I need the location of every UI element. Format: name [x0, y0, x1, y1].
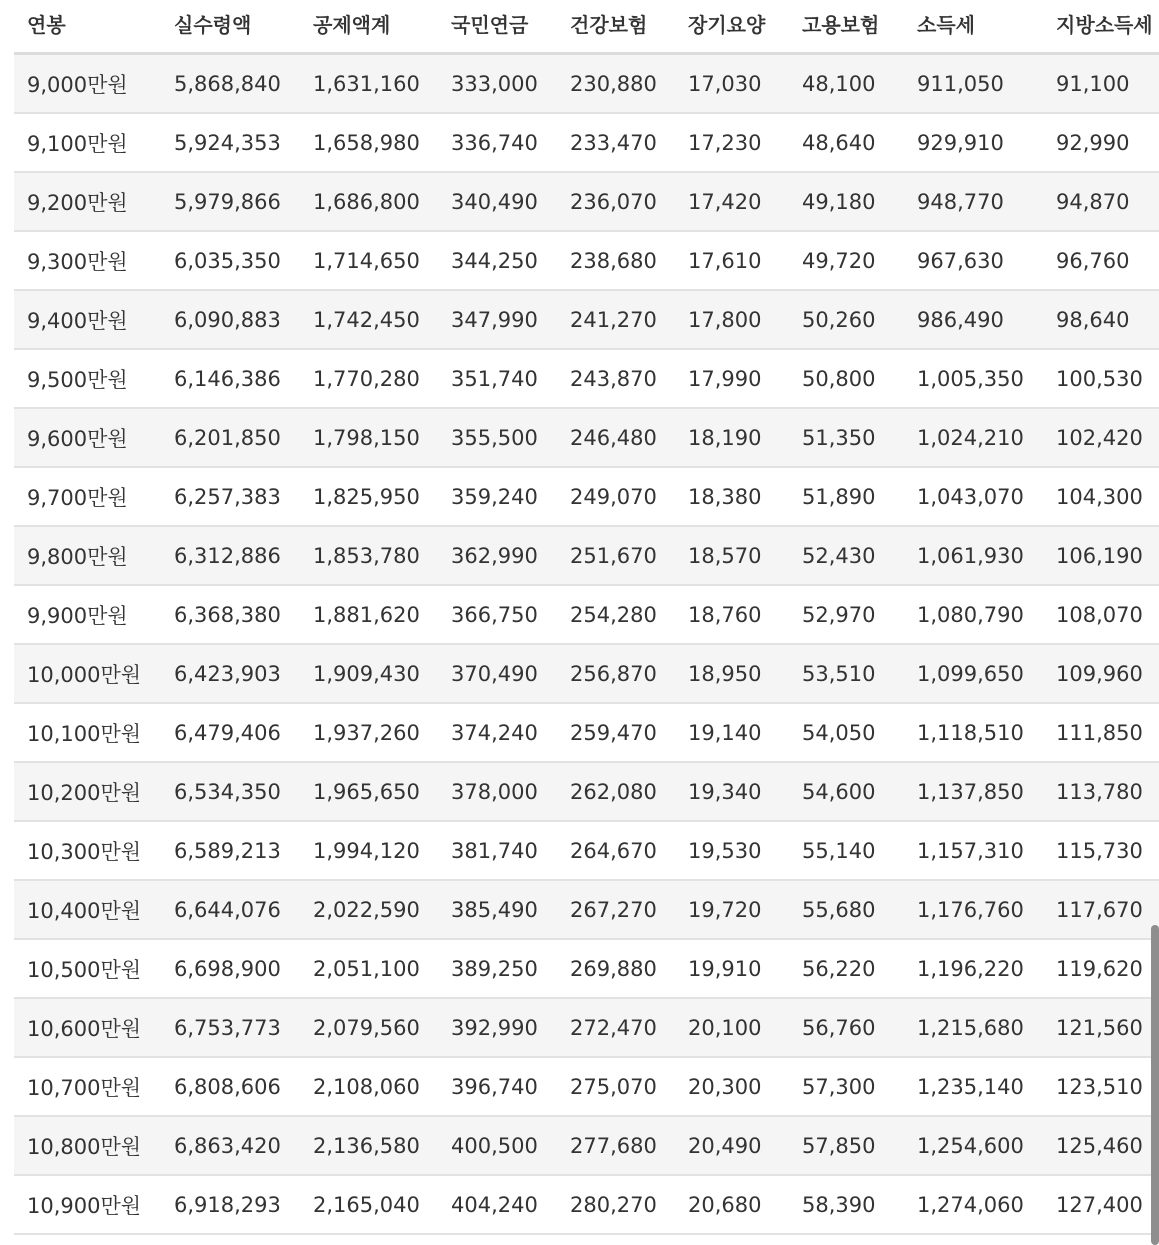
table-cell: 6,534,350 [161, 762, 300, 821]
table-cell: 51,890 [789, 467, 904, 526]
table-cell: 5,868,840 [161, 54, 300, 114]
table-cell: 1,254,600 [904, 1116, 1043, 1175]
table-cell: 1,099,650 [904, 644, 1043, 703]
table-cell: 6,479,406 [161, 703, 300, 762]
table-cell: 233,470 [557, 113, 675, 172]
table-cell: 1,686,800 [300, 172, 438, 231]
table-cell: 6,863,420 [161, 1116, 300, 1175]
table-row [14, 1175, 1159, 1234]
table-cell: 57,300 [789, 1057, 904, 1116]
table-cell: 396,740 [438, 1057, 557, 1116]
table-cell: 48,100 [789, 54, 904, 114]
table-cell: 55,140 [789, 821, 904, 880]
table-cell: 241,270 [557, 290, 675, 349]
table-cell: 262,080 [557, 762, 675, 821]
salary-cell: 9,600만원 [14, 408, 161, 467]
table-cell: 6,146,386 [161, 349, 300, 408]
table-cell: 54,600 [789, 762, 904, 821]
table-cell: 54,050 [789, 703, 904, 762]
table-cell: 91,100 [1043, 54, 1159, 114]
table-cell: 20,490 [675, 1116, 789, 1175]
salary-cell: 9,200만원 [14, 172, 161, 231]
table-cell: 340,490 [438, 172, 557, 231]
table-cell: 389,250 [438, 939, 557, 998]
table-cell: 6,698,900 [161, 939, 300, 998]
table-cell: 370,490 [438, 644, 557, 703]
table-cell: 55,680 [789, 880, 904, 939]
table-cell: 98,640 [1043, 290, 1159, 349]
table-cell: 254,280 [557, 585, 675, 644]
salary-cell: 9,900만원 [14, 585, 161, 644]
table-cell: 5,924,353 [161, 113, 300, 172]
table-row [14, 703, 1159, 762]
table-cell: 1,965,650 [300, 762, 438, 821]
salary-cell: 10,000만원 [14, 644, 161, 703]
table-cell: 267,270 [557, 880, 675, 939]
salary-cell: 10,300만원 [14, 821, 161, 880]
table-cell: 6,035,350 [161, 231, 300, 290]
table-cell: 355,500 [438, 408, 557, 467]
table-cell: 6,808,606 [161, 1057, 300, 1116]
table-cell: 249,070 [557, 467, 675, 526]
table-cell: 58,390 [789, 1175, 904, 1234]
table-cell: 94,870 [1043, 172, 1159, 231]
table-cell: 1,176,760 [904, 880, 1043, 939]
table-cell: 967,630 [904, 231, 1043, 290]
table-cell: 1,881,620 [300, 585, 438, 644]
table-row [14, 1116, 1159, 1175]
table-row [14, 585, 1159, 644]
table-cell: 53,510 [789, 644, 904, 703]
table-cell: 6,257,383 [161, 467, 300, 526]
table-cell: 359,240 [438, 467, 557, 526]
table-cell: 344,250 [438, 231, 557, 290]
table-cell: 1,853,780 [300, 526, 438, 585]
table-cell: 1,157,310 [904, 821, 1043, 880]
table-cell: 392,990 [438, 998, 557, 1057]
table-cell: 102,420 [1043, 408, 1159, 467]
table-cell: 17,420 [675, 172, 789, 231]
table-cell: 109,960 [1043, 644, 1159, 703]
table-row [14, 821, 1159, 880]
column-header: 연봉 [14, 0, 161, 54]
table-cell: 385,490 [438, 880, 557, 939]
table-cell: 1,080,790 [904, 585, 1043, 644]
table-cell: 18,190 [675, 408, 789, 467]
table-cell: 1,937,260 [300, 703, 438, 762]
table-row [14, 349, 1159, 408]
table-cell: 1,118,510 [904, 703, 1043, 762]
table-cell: 6,918,293 [161, 1175, 300, 1234]
table-cell: 1,798,150 [300, 408, 438, 467]
table-cell: 1,714,650 [300, 231, 438, 290]
table-row [14, 1057, 1159, 1116]
table-cell: 929,910 [904, 113, 1043, 172]
column-header: 지방소득세 [1043, 0, 1159, 54]
table-cell: 1,024,210 [904, 408, 1043, 467]
table-row [14, 998, 1159, 1057]
table-row [14, 113, 1159, 172]
table-cell: 17,030 [675, 54, 789, 114]
table-cell: 19,720 [675, 880, 789, 939]
table-cell: 123,510 [1043, 1057, 1159, 1116]
table-cell: 381,740 [438, 821, 557, 880]
table-cell: 56,220 [789, 939, 904, 998]
table-cell: 20,680 [675, 1175, 789, 1234]
table-cell: 1,137,850 [904, 762, 1043, 821]
table-cell: 6,644,076 [161, 880, 300, 939]
table-cell: 49,180 [789, 172, 904, 231]
table-row [14, 526, 1159, 585]
table-cell: 6,589,213 [161, 821, 300, 880]
table-cell: 111,850 [1043, 703, 1159, 762]
table-cell: 48,640 [789, 113, 904, 172]
salary-cell: 9,700만원 [14, 467, 161, 526]
table-cell: 351,740 [438, 349, 557, 408]
table-row [14, 467, 1159, 526]
table-cell: 19,340 [675, 762, 789, 821]
table-cell: 50,800 [789, 349, 904, 408]
table-cell: 333,000 [438, 54, 557, 114]
table-cell: 52,430 [789, 526, 904, 585]
table-cell: 2,079,560 [300, 998, 438, 1057]
column-header: 건강보험 [557, 0, 675, 54]
salary-cell: 10,400만원 [14, 880, 161, 939]
salary-cell: 10,500만원 [14, 939, 161, 998]
table-cell: 19,140 [675, 703, 789, 762]
table-cell: 6,312,886 [161, 526, 300, 585]
table-cell: 243,870 [557, 349, 675, 408]
table-cell: 374,240 [438, 703, 557, 762]
table-cell: 127,400 [1043, 1175, 1159, 1234]
table-cell: 52,970 [789, 585, 904, 644]
column-header: 공제액계 [300, 0, 438, 54]
table-cell: 277,680 [557, 1116, 675, 1175]
table-cell: 1,825,950 [300, 467, 438, 526]
column-header: 고용보험 [789, 0, 904, 54]
table-cell: 911,050 [904, 54, 1043, 114]
column-header: 실수령액 [161, 0, 300, 54]
table-cell: 272,470 [557, 998, 675, 1057]
salary-cell: 9,800만원 [14, 526, 161, 585]
salary-cell: 10,200만원 [14, 762, 161, 821]
table-row [14, 231, 1159, 290]
table-cell: 230,880 [557, 54, 675, 114]
table-row [14, 939, 1159, 998]
table-cell: 18,760 [675, 585, 789, 644]
table-cell: 96,760 [1043, 231, 1159, 290]
table-cell: 986,490 [904, 290, 1043, 349]
table-cell: 378,000 [438, 762, 557, 821]
table-row [14, 54, 1159, 114]
table-cell: 1,215,680 [904, 998, 1043, 1057]
table-cell: 2,108,060 [300, 1057, 438, 1116]
table-cell: 6,201,850 [161, 408, 300, 467]
table-cell: 236,070 [557, 172, 675, 231]
table-cell: 6,423,903 [161, 644, 300, 703]
table-row [14, 880, 1159, 939]
table-cell: 2,136,580 [300, 1116, 438, 1175]
table-cell: 17,800 [675, 290, 789, 349]
table-cell: 51,350 [789, 408, 904, 467]
table-cell: 18,380 [675, 467, 789, 526]
table-cell: 2,022,590 [300, 880, 438, 939]
salary-cell: 9,300만원 [14, 231, 161, 290]
table-cell: 113,780 [1043, 762, 1159, 821]
table-body [14, 54, 1159, 1235]
table-cell: 1,274,060 [904, 1175, 1043, 1234]
table-row [14, 172, 1159, 231]
table-cell: 18,950 [675, 644, 789, 703]
salary-cell: 9,500만원 [14, 349, 161, 408]
table-cell: 1,005,350 [904, 349, 1043, 408]
table-cell: 2,165,040 [300, 1175, 438, 1234]
table-row [14, 644, 1159, 703]
table-cell: 1,235,140 [904, 1057, 1043, 1116]
table-cell: 251,670 [557, 526, 675, 585]
table-row [14, 762, 1159, 821]
table-cell: 275,070 [557, 1057, 675, 1116]
salary-cell: 9,000만원 [14, 54, 161, 114]
column-header: 국민연금 [438, 0, 557, 54]
table-cell: 6,090,883 [161, 290, 300, 349]
table-row [14, 290, 1159, 349]
table-cell: 400,500 [438, 1116, 557, 1175]
table-cell: 264,670 [557, 821, 675, 880]
table-cell: 1,631,160 [300, 54, 438, 114]
table-cell: 347,990 [438, 290, 557, 349]
table-cell: 6,753,773 [161, 998, 300, 1057]
table-cell: 1,196,220 [904, 939, 1043, 998]
table-cell: 1,742,450 [300, 290, 438, 349]
table-cell: 6,368,380 [161, 585, 300, 644]
table-cell: 269,880 [557, 939, 675, 998]
table-cell: 948,770 [904, 172, 1043, 231]
table-cell: 92,990 [1043, 113, 1159, 172]
salary-cell: 10,900만원 [14, 1175, 161, 1234]
table-cell: 5,979,866 [161, 172, 300, 231]
table-cell: 17,990 [675, 349, 789, 408]
table-cell: 50,260 [789, 290, 904, 349]
table-cell: 17,230 [675, 113, 789, 172]
table-cell: 19,910 [675, 939, 789, 998]
table-cell: 1,658,980 [300, 113, 438, 172]
column-header: 장기요양 [675, 0, 789, 54]
table-cell: 1,770,280 [300, 349, 438, 408]
table-cell: 119,620 [1043, 939, 1159, 998]
table-cell: 280,270 [557, 1175, 675, 1234]
table-cell: 20,300 [675, 1057, 789, 1116]
header-row [14, 0, 1159, 54]
table-cell: 100,530 [1043, 349, 1159, 408]
table-cell: 117,670 [1043, 880, 1159, 939]
table-cell: 17,610 [675, 231, 789, 290]
table-cell: 246,480 [557, 408, 675, 467]
table-cell: 2,051,100 [300, 939, 438, 998]
table-cell: 20,100 [675, 998, 789, 1057]
table-cell: 104,300 [1043, 467, 1159, 526]
table-cell: 106,190 [1043, 526, 1159, 585]
salary-cell: 10,700만원 [14, 1057, 161, 1116]
table-cell: 108,070 [1043, 585, 1159, 644]
table-header [14, 0, 1159, 54]
table-cell: 366,750 [438, 585, 557, 644]
table-cell: 1,043,070 [904, 467, 1043, 526]
table-cell: 1,909,430 [300, 644, 438, 703]
table-cell: 362,990 [438, 526, 557, 585]
table-cell: 49,720 [789, 231, 904, 290]
table-cell: 19,530 [675, 821, 789, 880]
vertical-scrollbar[interactable] [1151, 925, 1159, 1245]
table-cell: 238,680 [557, 231, 675, 290]
salary-table [14, 0, 1159, 1235]
table-cell: 57,850 [789, 1116, 904, 1175]
table-cell: 115,730 [1043, 821, 1159, 880]
table-cell: 56,760 [789, 998, 904, 1057]
table-cell: 125,460 [1043, 1116, 1159, 1175]
table-cell: 18,570 [675, 526, 789, 585]
salary-cell: 10,800만원 [14, 1116, 161, 1175]
table-cell: 256,870 [557, 644, 675, 703]
table-row [14, 408, 1159, 467]
salary-cell: 9,100만원 [14, 113, 161, 172]
table-cell: 404,240 [438, 1175, 557, 1234]
table-cell: 1,994,120 [300, 821, 438, 880]
salary-cell: 10,100만원 [14, 703, 161, 762]
salary-cell: 10,600만원 [14, 998, 161, 1057]
table-cell: 336,740 [438, 113, 557, 172]
column-header: 소득세 [904, 0, 1043, 54]
table-cell: 121,560 [1043, 998, 1159, 1057]
table-cell: 1,061,930 [904, 526, 1043, 585]
salary-cell: 9,400만원 [14, 290, 161, 349]
table-cell: 259,470 [557, 703, 675, 762]
